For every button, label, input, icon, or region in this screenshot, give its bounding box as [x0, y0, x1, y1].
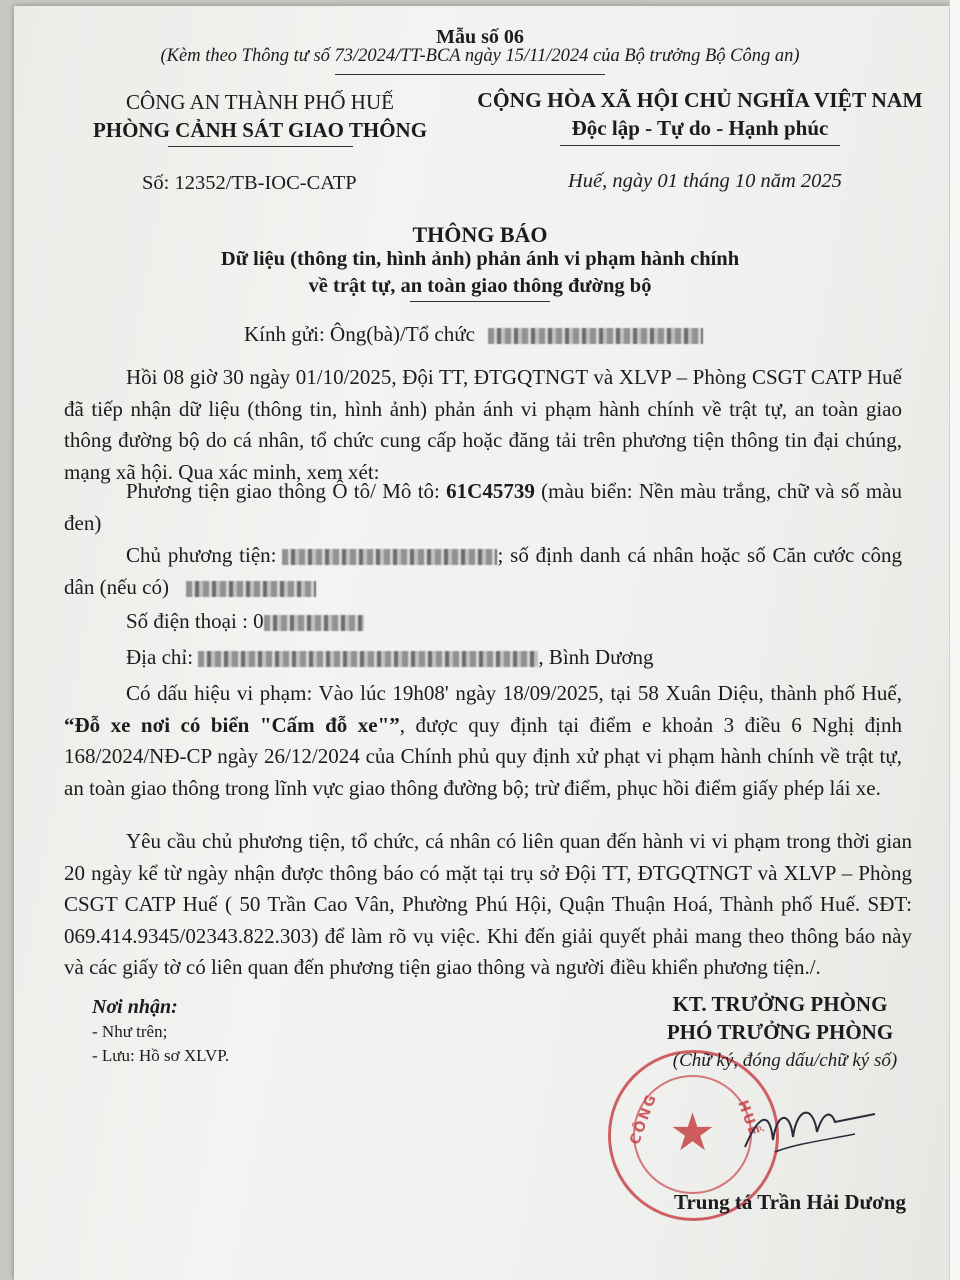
redacted-name [488, 328, 703, 344]
license-plate: 61C45739 [446, 479, 535, 503]
violation-text-b: , được quy định tại điểm e khoản 3 điều 6 Nghị định 168/2024/NĐ-CP ngày 26/12/2024 của Chính phủ quy định xử phạt vi phạm hành chính về trật tự, an toàn giao thông trong lĩnh vực giao thông đường bộ; trừ điểm, phục hồi điểm giấy phép lái xe. [64, 712, 902, 800]
intro-paragraph: Hồi 08 giờ 30 ngày 01/10/2025, Đội TT, ĐTGQTNGT và XLVP – Phòng CSGT CATP Huế đã tiếp nhận dữ liệu (thông tin, hình ảnh) phản ánh vi phạm hành chính về trật tự, an toàn giao thông đường bộ do cá nhân, tổ chức cung cấp hoặc đăng tải trên phương tiện thông tin đại chúng, mạng xã hội. Qua xác minh, xem xét: [64, 365, 902, 484]
violation-text-a: Có dấu hiệu vi phạm: Vào lúc 19h08' ngày 18/09/2025, tại 58 Xuân Diệu, thành phố Huế, [126, 681, 902, 705]
owner-id-label: ; số định danh cá nhân hoặc số Căn cước công dân (nếu có) [64, 543, 902, 599]
subtitle-line-1: Dữ liệu (thông tin, hình ảnh) phản ánh vi phạm hành chính [220, 248, 740, 270]
subtitle-line-2: về trật tự, an toàn giao thông đường bộ [308, 275, 652, 297]
agency-parent: CÔNG AN THÀNH PHỐ HUẾ [126, 90, 394, 114]
violation-paragraph [64, 678, 902, 804]
phone-label: Số điện thoại : 0 [126, 609, 264, 633]
redacted-id [186, 581, 316, 597]
official-seal: ★ CÔNG HUẾ [608, 1050, 779, 1221]
divider [560, 145, 840, 146]
signer-name: Trung tá Trần Hải Dương [674, 1190, 906, 1214]
vehicle-label: Phương tiện giao thông Ô tô/ Mô tô: [126, 479, 440, 503]
place-date: Huế, ngày 01 tháng 10 năm 2025 [568, 170, 842, 192]
redacted-phone [264, 615, 364, 631]
redacted-owner [282, 549, 497, 565]
doc-number: Số: 12352/TB-IOC-CATP [142, 172, 357, 194]
address-province: , Bình Dương [538, 645, 654, 669]
owner-paragraph [64, 540, 902, 603]
request-paragraph: Yêu cầu chủ phương tiện, tổ chức, cá nhân có liên quan đến hành vi vi phạm trong thời gian 20 ngày kể từ ngày nhận được thông báo có mặt tại trụ sở Đội TT, ĐTGQTNGT và XLVP – Phòng CSGT CATP Huế ( 50 Trần Cao Vân, Phường Phú Hội, Quận Thuận Hoá, Thành phố Huế. SĐT: 069.414.9345/02343.822.303) để làm rõ vụ việc. Khi đến giải quyết phải mang theo thông báo này và các giấy tờ có liên quan đến phương tiện giao thông và người điều khiển phương tiện./. [64, 829, 912, 979]
addressee [244, 322, 703, 347]
vehicle-plate-color: (màu biển: Nền màu trắng, chữ và số màu đen) [64, 479, 903, 535]
divider [335, 74, 605, 75]
page-title: THÔNG BÁO [412, 222, 548, 247]
signature-note: (Chữ ký, đóng dấu/chữ ký số) [672, 1050, 898, 1071]
form-number: Mẫu số 06 [436, 26, 524, 48]
handwritten-signature [735, 1092, 895, 1162]
form-note: (Kèm theo Thông tư số 73/2024/TT-BCA ngày 15/11/2024 của Bộ trưởng Bộ Công an) [160, 46, 800, 66]
divider [168, 146, 353, 147]
vehicle-paragraph [64, 476, 902, 539]
recipient-item: - Lưu: Hồ sơ XLVP. [92, 1046, 230, 1065]
address-line [126, 642, 886, 674]
owner-label: Chủ phương tiện: [126, 543, 277, 567]
page-edge [949, 0, 960, 1280]
recipients-label: Nơi nhận: [92, 996, 178, 1018]
nation-motto: Độc lập - Tự do - Hạnh phúc [571, 116, 829, 140]
signature-title-2: PHÓ TRƯỞNG PHÒNG [666, 1020, 894, 1044]
phone-line [126, 606, 826, 638]
recipient-item: - Như trên; [92, 1022, 168, 1041]
nation-name: CỘNG HÒA XÃ HỘI CHỦ NGHĨA VIỆT NAM [477, 88, 923, 112]
signature-title-1: KT. TRƯỞNG PHÒNG [672, 992, 888, 1016]
address-label: Địa chỉ: [126, 645, 194, 669]
agency-unit: PHÒNG CẢNH SÁT GIAO THÔNG [92, 118, 428, 142]
redacted-address [198, 651, 538, 667]
addressee-label: Kính gửi: Ông(bà)/Tổ chức [244, 322, 475, 346]
divider [410, 301, 550, 302]
violation-bold: “Đỗ xe nơi có biển "Cấm đỗ xe"” [64, 712, 400, 737]
